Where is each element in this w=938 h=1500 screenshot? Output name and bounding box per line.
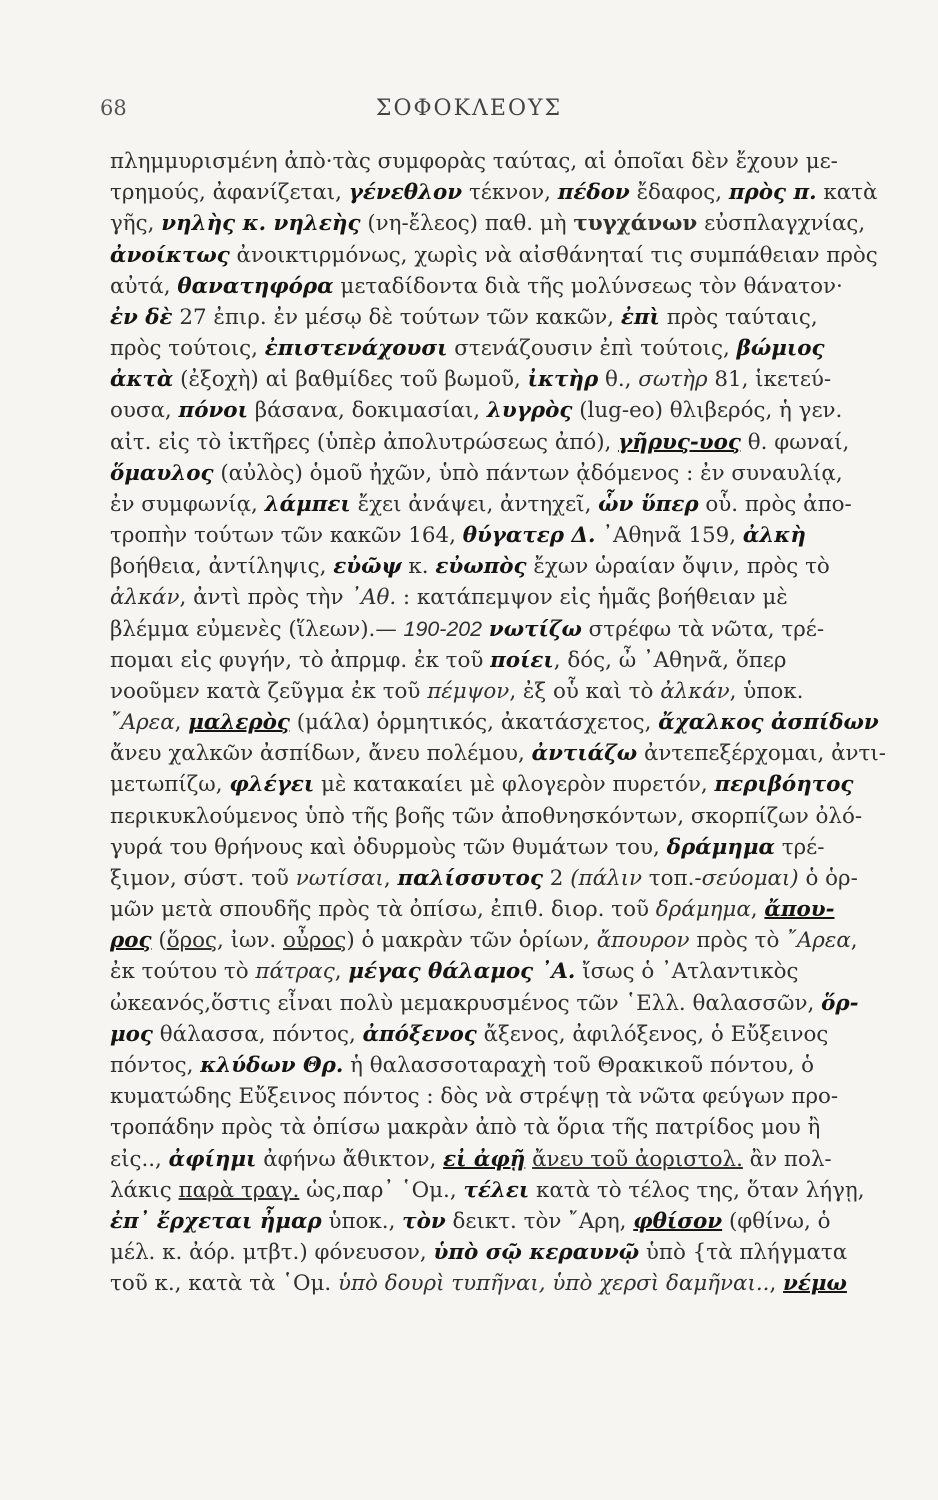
text-run: (μάλα) ὁρμητικός, ἀκατάσχετος, [289, 710, 659, 736]
text-run: θ. φωναί, [740, 429, 850, 455]
text-run: (ἐξοχὴ) αἱ βαθμίδες τοῦ βωμοῦ, [173, 367, 528, 393]
lemma-term: ἰκτὴρ [527, 367, 599, 393]
lemma-term: ἄπουρον [596, 928, 690, 954]
text-line [110, 177, 906, 208]
text-run: , [769, 1271, 784, 1297]
lemma-term: πέμψον [427, 678, 510, 704]
text-run: 27 ἐπιρ. ἐν μέσῳ δὲ τούτων τῶν κακῶν, [172, 304, 621, 330]
running-title: ΣΟΦΟΚΛΕΟΥΣ [375, 96, 563, 121]
text-run: κατὰ [816, 180, 878, 206]
text-line [110, 458, 906, 489]
text-line [110, 1112, 906, 1143]
lemma-term: νέμω [783, 1271, 847, 1297]
text-run: αἰτ. εἰς τὸ ἰκτῆρες (ὑπὲρ ἀπολυτρώσεως ἀπό), [110, 429, 619, 455]
text-run: πρὸς ταύταις, [659, 304, 818, 330]
lemma-term: ἐπ᾿ ἔρχεται ἦμαρ [110, 1208, 322, 1234]
text-run: πρὸς τούτοις, [110, 336, 265, 362]
text-run: τρημούς, ἀφανίζεται, [110, 180, 349, 206]
text-run: τρέ- [774, 834, 825, 860]
lemma-term: ἀλκάν [110, 585, 180, 611]
lemma-term: γῆρυς-υος [618, 429, 741, 455]
text-run: , [850, 928, 858, 954]
text-line [110, 863, 906, 894]
text-run: (φθίνω, ὁ [722, 1208, 831, 1234]
text-run: , [174, 710, 189, 736]
text-run: , ἐξ οὗ καὶ τὸ [509, 678, 661, 704]
lemma-term: θανατηφόρα [177, 273, 334, 299]
text-line [110, 551, 906, 582]
lemma-term: γένεθλον [348, 180, 463, 206]
lemma-term: εἰ ἀφῇ [443, 1146, 526, 1172]
text-run: ουσα, [110, 398, 179, 424]
text-run: ἀφήνω ἄθικτον, [256, 1146, 444, 1172]
lemma-term: ὑπὸ δουρὶ τυπῆναι, ὑπὸ χερσὶ δαμῆναι.. [338, 1271, 770, 1297]
lemma-term: ἄπου- [764, 897, 835, 923]
text-run: νοοῦμεν κατὰ ζεῦγμα ἐκ τοῦ [110, 678, 428, 704]
lemma-term: πόνοι [178, 398, 248, 424]
text-line [110, 769, 906, 800]
text-line [110, 333, 906, 364]
text-run: τέκνον, [462, 180, 558, 206]
text-run: δεικτ. τὸν ῎Αρη, [445, 1208, 634, 1234]
lemma-term: κλύδων Θρ. [200, 1052, 344, 1078]
text-run: τοπ.- [642, 865, 702, 891]
text-run: , δός, ὦ ᾿Αθηνᾶ, ὅπερ [553, 647, 787, 673]
text-run: ὑπὸ {τὰ πλήγματα [639, 1240, 848, 1266]
text-run: κ. [401, 554, 436, 580]
lemma-term: φλέγει [229, 772, 315, 798]
text-run: ὠκεανός,ὅστις εἶναι πολὺ μεμακρυσμένος τῶν ῾Ελλ. θαλασσῶν, [110, 990, 822, 1016]
text-run: ἐν συμφωνίᾳ, [110, 491, 265, 517]
text-run: τοῦ κ., κατὰ τὰ ῾Ομ. [110, 1271, 338, 1297]
text-run: ἄξενος, ἀφιλόξενος, ὁ Εὔξεινος [476, 1021, 829, 1047]
lemma-term: ἀφίημι [168, 1146, 257, 1172]
text-run: ξιμον, σύστ. τοῦ [110, 865, 296, 891]
text-run: ἔδαφος, [629, 180, 729, 206]
text-line [110, 956, 906, 987]
text-run: ὁ ὁρ- [798, 865, 858, 891]
text-run: μὲ κατακαίει μὲ φλογερὸν πυρετόν, [314, 772, 715, 798]
text-run: γῆς, [110, 211, 162, 237]
text-run: γυρά του θρήνους καὶ ὀδυρμοὺς τῶν θυμάτων του, [110, 834, 667, 860]
text-run: ἔχων ὡραίαν ὄψιν, πρὸς τὸ [526, 554, 830, 580]
text-run: θάλασσα, πόντος, [152, 1021, 363, 1047]
lemma-term: εὐῶψ [333, 554, 402, 580]
lemma-term: ἐπὶ [620, 304, 660, 330]
text-run: βάσανα, δοκιμασίαι, [247, 398, 487, 424]
text-run: στρέφω τὰ νῶτα, τρέ- [581, 616, 825, 642]
text-line [110, 302, 906, 333]
lemma-term: λάμπει [264, 491, 351, 517]
lemma-term: ὅρ- [821, 990, 859, 1016]
text-run: αὐτά, [110, 273, 178, 299]
text-line [110, 988, 906, 1019]
text-run: μεταδίδοντα διὰ τῆς μολύνσεως τὸν θάνατον· [333, 273, 843, 299]
lemma-term: ἀκτὰ [110, 367, 174, 393]
text-run: οὗ. πρὸς ἀπο- [698, 491, 852, 517]
text-run: ἀντεπεξέρχομαι, ἀντι- [637, 741, 886, 767]
text-line [110, 364, 906, 395]
text-line [110, 1144, 906, 1175]
lemma-term: σεύομαι) [701, 865, 799, 891]
text-run: ἡ θαλασσοταραχὴ τοῦ Θρακικοῦ πόντου, ὁ [343, 1052, 815, 1078]
lemma-term: ῎Αρεα [110, 710, 175, 736]
text-run: ἀνοικτιρμόνως, χωρὶς νὰ αἰσθάνηταί τις συμπάθειαν πρὸς [229, 242, 878, 268]
text-run: εἰς.., [110, 1146, 169, 1172]
lemma-term: οὖρος [283, 928, 347, 954]
text-line [110, 1206, 906, 1237]
text-run: , ἰων. [217, 928, 284, 954]
lemma-term: ᾿Αθ. [350, 585, 397, 611]
lemma-term: ἄχαλκος ἀσπίδων [658, 710, 879, 736]
text-line [110, 240, 906, 271]
text-line [110, 738, 906, 769]
text-run: , [383, 865, 398, 891]
lemma-term: πάτρας [255, 959, 335, 985]
text-run: 2 [542, 865, 571, 891]
text-line [110, 520, 906, 551]
text-run: εὐσπλαγχνίας, [697, 211, 866, 237]
lemma-term: βώμιος [736, 336, 825, 362]
text-run: λάκις [110, 1177, 179, 1203]
lemma-term: τὸν [402, 1208, 446, 1234]
lemma-term: νηλὴς κ. νηλεὴς [161, 211, 361, 237]
text-run: βοήθεια, ἀντίληψις, [110, 554, 334, 580]
text-run: στενάζουσιν ἐπὶ τούτοις, [447, 336, 737, 362]
text-line [110, 427, 906, 458]
lemma-term: τυγχάνων [573, 211, 698, 237]
text-run: βλέμμα εὐμενὲς (ἵλεων).— [110, 616, 404, 642]
text-run: , ὑποκ. [729, 678, 804, 704]
text-line [110, 1050, 906, 1081]
lemma-term: ἐπιστενάχουσι [264, 336, 448, 362]
lemma-term: ὅρος [166, 928, 217, 954]
lemma-term: ὅμαυλος [110, 460, 214, 486]
text-run: (νη-ἔλεος) παθ. μὴ [360, 211, 574, 237]
text-line [110, 645, 906, 676]
lemma-term: τέλει [463, 1177, 530, 1203]
text-run: κατὰ τὸ τέλος της, ὅταν λήγῃ, [529, 1177, 865, 1203]
text-run: ) ὁ μακρὰν τῶν ὁρίων, [346, 928, 597, 954]
text-line [110, 1237, 906, 1268]
lemma-term: θύγατερ Δ. [462, 523, 596, 549]
text-line [110, 801, 906, 832]
lemma-term: λυγρὸς [486, 398, 573, 424]
text-run [482, 617, 489, 642]
text-run: ἄνευ χαλκῶν ἀσπίδων, ἄνευ πολέμου, [110, 741, 532, 767]
text-line [110, 925, 906, 956]
text-line [110, 582, 906, 613]
lemma-term: ἀπόξενος [362, 1021, 477, 1047]
lemma-term: δράμημα [666, 834, 775, 860]
text-line [110, 894, 906, 925]
text-run: , ἀντὶ πρὸς τὴν [179, 585, 351, 611]
lemma-term: μέγας θάλαμος ᾿Α. [348, 959, 576, 985]
lemma-term: ὑπὸ σῷ κεραυνῷ [433, 1240, 640, 1266]
text-line [110, 676, 906, 707]
lemma-term: ὧν ὕπερ [598, 491, 699, 517]
lemma-term: ρος [110, 928, 152, 954]
text-run: θ., [598, 367, 639, 393]
text-run: (αὐλὸς) ὁμοῦ ἠχῶν, ὑπὸ πάντων ᾀδόμενος : ἐν συναυλίᾳ, [213, 460, 843, 486]
lemma-term: νωτίσαι [295, 865, 384, 891]
text-run: πομαι εἰς φυγήν, τὸ ἀπρμφ. ἐκ τοῦ [110, 647, 491, 673]
text-run: , [334, 959, 349, 985]
text-line [110, 1175, 906, 1206]
lemma-term: σωτὴρ [638, 367, 708, 393]
lemma-term: ῎Αρεα [786, 928, 851, 954]
text-run: ὑποκ., [321, 1208, 403, 1234]
text-line [110, 146, 906, 177]
lemma-term: ἄνευ τοῦ ἀοριστολ. [532, 1146, 743, 1172]
text-run: : κατάπεμψον εἰς ἡμᾶς βοήθειαν μὲ [396, 585, 788, 611]
lemma-term: πρὸς π. [728, 180, 817, 206]
lemma-term: φθίσον [633, 1208, 723, 1234]
lemma-term: μος [110, 1021, 153, 1047]
lemma-term: 190-202 [403, 616, 483, 641]
text-run: 81, ἱκετεύ- [707, 367, 832, 393]
text-run: μῶν μετὰ σπουδῆς πρὸς τὰ ὀπίσω, ἐπιθ. διορ. τοῦ [110, 897, 656, 923]
text-run: μέλ. κ. ἀόρ. μτβτ.) φόνευσον, [110, 1240, 434, 1266]
text-line [110, 707, 906, 738]
text-run: ἴσως ὁ ᾿Ατλαντικὸς [575, 959, 799, 985]
lemma-term: εὐωπὸς [435, 554, 527, 580]
lemma-term: νωτίζω [488, 616, 582, 642]
lemma-term: ἀνοίκτως [110, 242, 230, 268]
text-run: μετωπίζω, [110, 772, 230, 798]
text-line [110, 614, 906, 645]
lemma-term: δράμημα [655, 897, 751, 923]
text-run: τροπάδην πρὸς τὰ ὀπίσω μακρὰν ἀπὸ τὰ ὅρια τῆς πατρίδος μου ἢ [110, 1115, 821, 1141]
text-line [110, 832, 906, 863]
text-run: πόντος, [110, 1052, 201, 1078]
lemma-term: παλίσσυτος [397, 865, 543, 891]
text-run: περικυκλούμενος ὑπὸ τῆς βοῆς τῶν ἀποθνησκόντων, σκορπίζων ὀλό- [110, 803, 863, 829]
text-line [110, 1081, 906, 1112]
lemma-term: ἐν δὲ [110, 304, 173, 330]
text-run: πρὸς τὸ [689, 928, 787, 954]
lemma-term: μαλερὸς [188, 710, 290, 736]
text-run: ( [151, 928, 167, 954]
text-run: ἔχει ἀνάψει, ἀντηχεῖ, [350, 491, 599, 517]
text-line [110, 1019, 906, 1050]
text-line [110, 271, 906, 302]
text-line [110, 1268, 906, 1299]
text-run: κυματώδης Εὔξεινος πόντος : δὸς νὰ στρέψῃ τὰ νῶτα φεύγων προ- [110, 1084, 839, 1110]
lemma-term: ἀλκὴ [742, 523, 806, 549]
text-run: ὡς,παρ᾿ ῾Ομ., [299, 1177, 464, 1203]
lemma-term: (πάλιν [570, 865, 642, 891]
commentary-text [110, 146, 906, 1299]
text-run: ἂν πολ- [742, 1146, 832, 1172]
text-run: ᾿Αθηνᾶ 159, [595, 523, 743, 549]
text-line [110, 208, 906, 239]
lemma-term: παρὰ τραγ. [178, 1177, 300, 1203]
text-run: τροπὴν τούτων τῶν κακῶν 164, [110, 523, 463, 549]
lemma-term: πέδον [557, 180, 630, 206]
lemma-term: ἀλκάν [660, 678, 730, 704]
text-line [110, 489, 906, 520]
lemma-term: ἀντιάζω [531, 741, 638, 767]
lemma-term: περιβόητος [714, 772, 854, 798]
page-number: 68 [100, 96, 127, 120]
lemma-term: ποίει [490, 647, 554, 673]
text-run: (lug-eo) θλιβερός, ἡ γεν. [572, 398, 843, 424]
text-run: , [750, 897, 765, 923]
text-line [110, 395, 906, 426]
text-run: πλημμυρισμένη ἀπὸ·τὰς συμφορὰς ταύτας, αἱ ὁποῖαι δὲν ἔχουν με- [110, 149, 838, 174]
text-run: ἐκ τούτου τὸ [110, 959, 256, 985]
